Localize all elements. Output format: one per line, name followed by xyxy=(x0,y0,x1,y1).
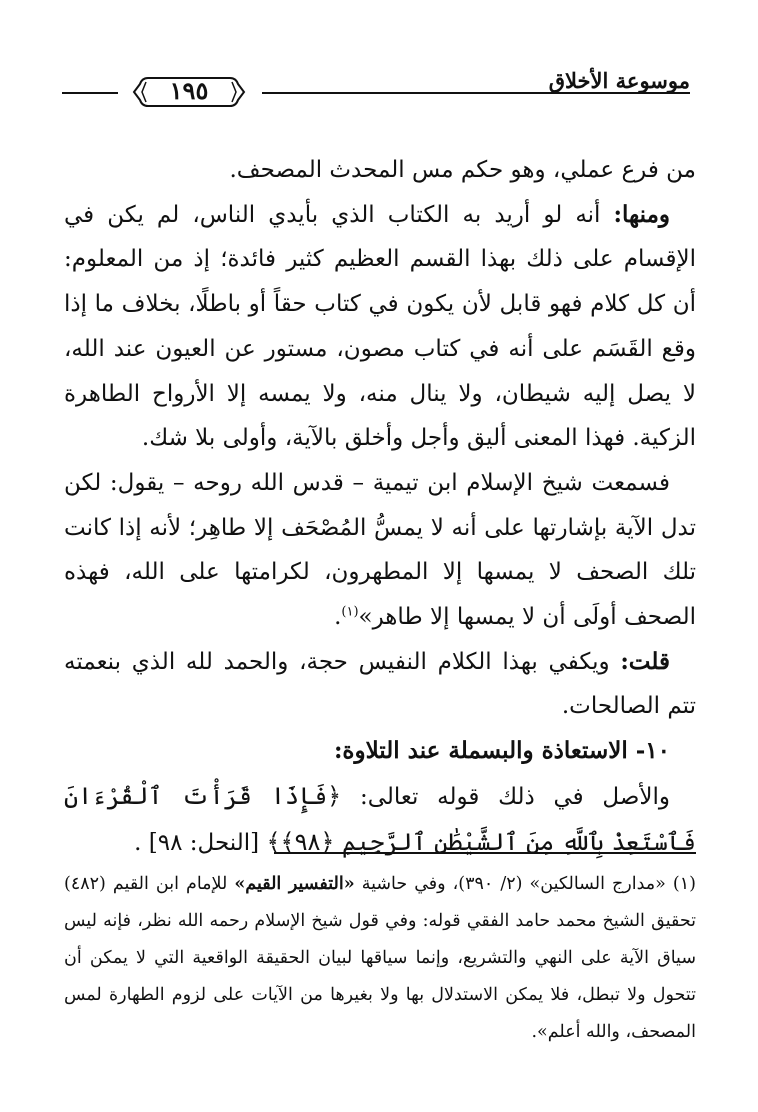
paragraph-1 xyxy=(64,148,696,193)
section-heading: ١٠- الاستعاذة والبسملة عند التلاوة: xyxy=(333,737,670,765)
paragraph-2 xyxy=(64,193,696,461)
paragraph-2-text: أنه لو أريد به الكتاب الذي بأيدي الناس، لم يكن في الإقسام على ذلك بهذا القسم العظيم كثير فائدة؛ إذ من المعلوم: أن كل كلام فهو قابل لأن يكون في كتاب حقاً أو باطلًا، بخلاف ما إذا وقع القَسَم على أنه في كتاب مصون، مستور عن العيون عند الله، لا يصل إليه شيطان، ولا ينال منه، ولا يمسه إلا الأرواح الطاهرة الزكية. فهذا المعنى أليق وأجل وأخلق بالآية، وأولى بلا شك. xyxy=(64,201,696,452)
footnote-section xyxy=(64,866,696,1051)
paragraph-2-lead: ومنها: xyxy=(613,200,670,228)
header-rule-right xyxy=(262,92,690,94)
page-header xyxy=(62,64,690,104)
footnote-separator xyxy=(274,852,696,854)
footnote-1-book-title: «التفسير القيم» xyxy=(234,874,355,894)
page-number: ١٩٥ xyxy=(169,76,209,105)
paragraph-3-text: فسمعت شيخ الإسلام ابن تيمية – قدس الله روحه – يقول: لكن تدل الآية بإشارتها على أنه لا يمسُّ المُصْحَف إلا طاهِر؛ لأنه إذا كانت تلك الصحف لا يمسها إلا المطهرون، لكرامتها على الله، فهذه الصحف أولَى أن لا يمسها إلا طاهر» xyxy=(64,469,696,631)
footnote-1 xyxy=(64,866,696,1051)
paragraph-5-text: والأصل في ذلك قوله تعالى: xyxy=(341,783,670,810)
footnote-marker[interactable]: (١) xyxy=(341,604,359,620)
paragraph-4-lead: قلت: xyxy=(620,647,670,675)
footnote-1-start: (١) «مدارج السالكين» (٢/ ٣٩٠)، وفي حاشية xyxy=(354,874,696,894)
paragraph-4 xyxy=(64,640,696,729)
header-rule-left xyxy=(62,92,118,94)
paragraph-1-text: من فرع عملي، وهو حكم مس المحدث المصحف. xyxy=(229,157,696,183)
paragraph-3 xyxy=(64,461,696,640)
paragraph-4-text: ويكفي بهذا الكلام النفيس حجة، والحمد لله الذي بنعمته تتم الصالحات. xyxy=(64,648,696,720)
paragraph-3-end: . xyxy=(334,604,342,631)
page-number-frame xyxy=(128,72,250,112)
book-title: موسوعة الأخلاق xyxy=(548,68,690,93)
footnote-1-rest: للإمام ابن القيم (٤٨٢) تحقيق الشيخ محمد حامد الفقي قوله: وفي قول شيخ الإسلام رحمه الله نظر، فإنه ليس سياق الآية على النهي والتشريع، وإنما سياقها لبيان الحقيقة الواقعية التي لا يمكن أن تتحول ولا تبطل، فلا يمكن الاستدلال بها ولا بغيرها من الآيات على لزوم الطهارة لمس المصحف، والله أعلم». xyxy=(64,874,696,1042)
verse-reference: [النحل: ٩٨] . xyxy=(134,829,267,856)
quran-verse: ﴿فَإِذَا قَرَأْتَ ٱلْقُرْءَانَ فَٱسْتَعِذْ بِٱللَّهِ مِنَ ٱلشَّيْطَٰنِ ٱلرَّجِيمِ ﴿٩٨﴾﴾ xyxy=(64,781,696,856)
main-text xyxy=(64,148,696,865)
